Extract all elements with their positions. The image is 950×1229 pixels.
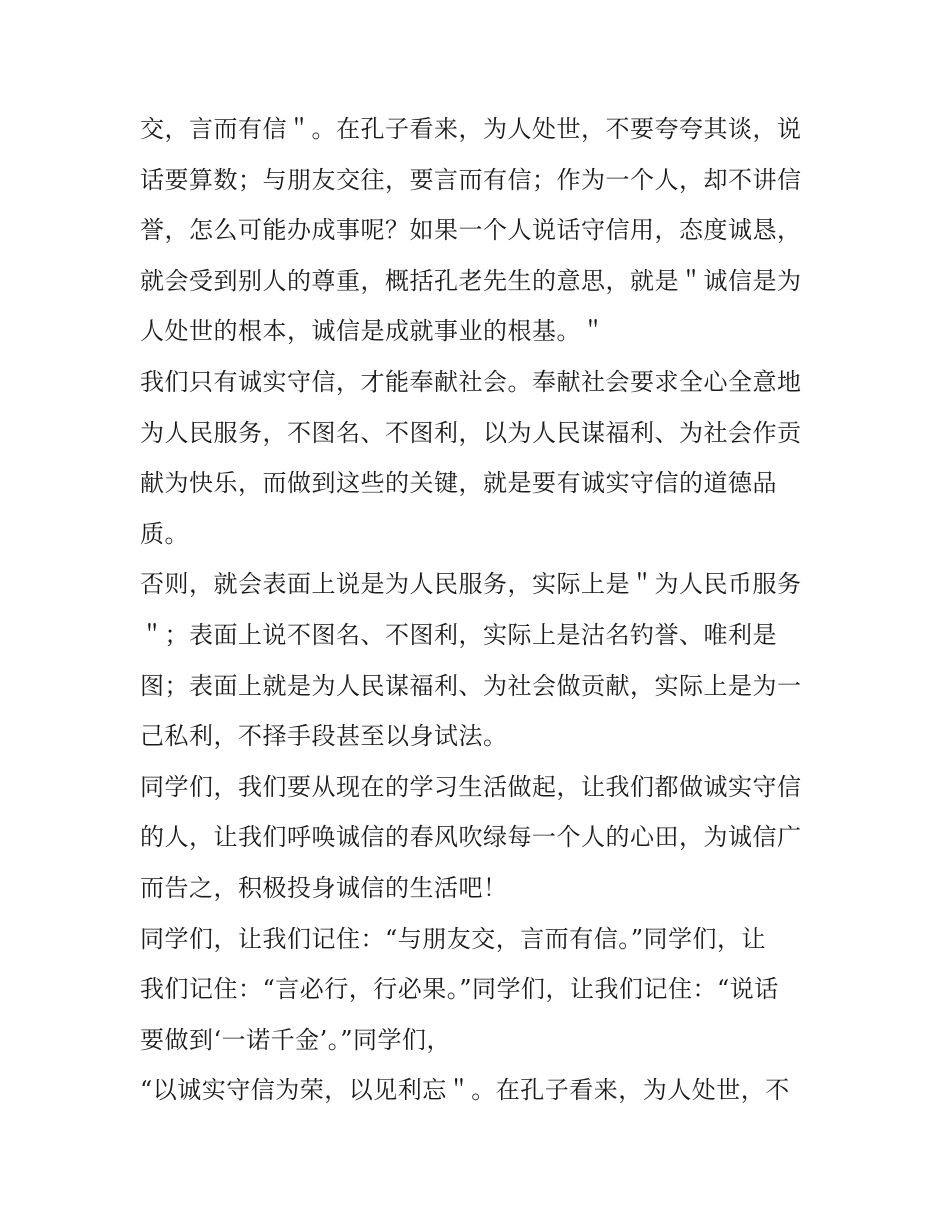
body-text: [140, 104, 820, 1116]
text-line: 否则，就会表面上说是为人民服务，实际上是＂为人民币服务: [140, 570, 802, 599]
text-line: 为人民服务，不图名、不图利，以为人民谋福利、为社会作贡: [140, 418, 802, 447]
text-line: 献为快乐，而做到这些的关键，就是要有诚实守信的道德品: [140, 469, 777, 498]
text-line: 图；表面上就是为人民谋福利、为社会做贡献，实际上是为一: [140, 671, 802, 700]
text-line: 誉，怎么可能办成事呢？如果一个人说话守信用，态度诚恳，: [140, 216, 802, 245]
text-line: 话要算数；与朋友交往，要言而有信；作为一个人，却不讲信: [140, 165, 802, 194]
text-line: 人处世的根本，诚信是成就事业的根基。＂: [140, 317, 606, 346]
text-line: 同学们，我们要从现在的学习生活做起，让我们都做诚实守信: [140, 772, 802, 801]
text-line: 而告之，积极投身诚信的生活吧！: [140, 873, 508, 902]
text-line: 的人，让我们呼唤诚信的春风吹绿每一个人的心田，为诚信广: [140, 823, 802, 852]
text-line: 交，言而有信＂。在孔子看来，为人处世，不要夸夸其谈，说: [140, 115, 802, 143]
text-line: 就会受到别人的尊重，概括孔老先生的意思，就是＂诚信是为: [140, 266, 802, 295]
text-line: 要做到‘一诺千金’。”同学们，: [140, 1025, 452, 1054]
text-line: 己私利，不择手段甚至以身试法。: [140, 722, 508, 751]
text-line: 质。: [140, 519, 189, 548]
text-line: “以诚实守信为荣，以见利忘＂。在孔子看来，为人处世，不: [140, 1076, 790, 1105]
text-line: 我们只有诚实守信，才能奉献社会。奉献社会要求全心全意地: [140, 367, 802, 396]
text-line: ＂；表面上说不图名、不图利，实际上是沽名钓誉、唯利是: [140, 620, 777, 649]
text-line: 同学们，让我们记住：“与朋友交，言而有信。”同学们，让: [140, 924, 767, 953]
text-line: 我们记住：“言必行，行必果。”同学们，让我们记住：“说话: [140, 975, 779, 1004]
